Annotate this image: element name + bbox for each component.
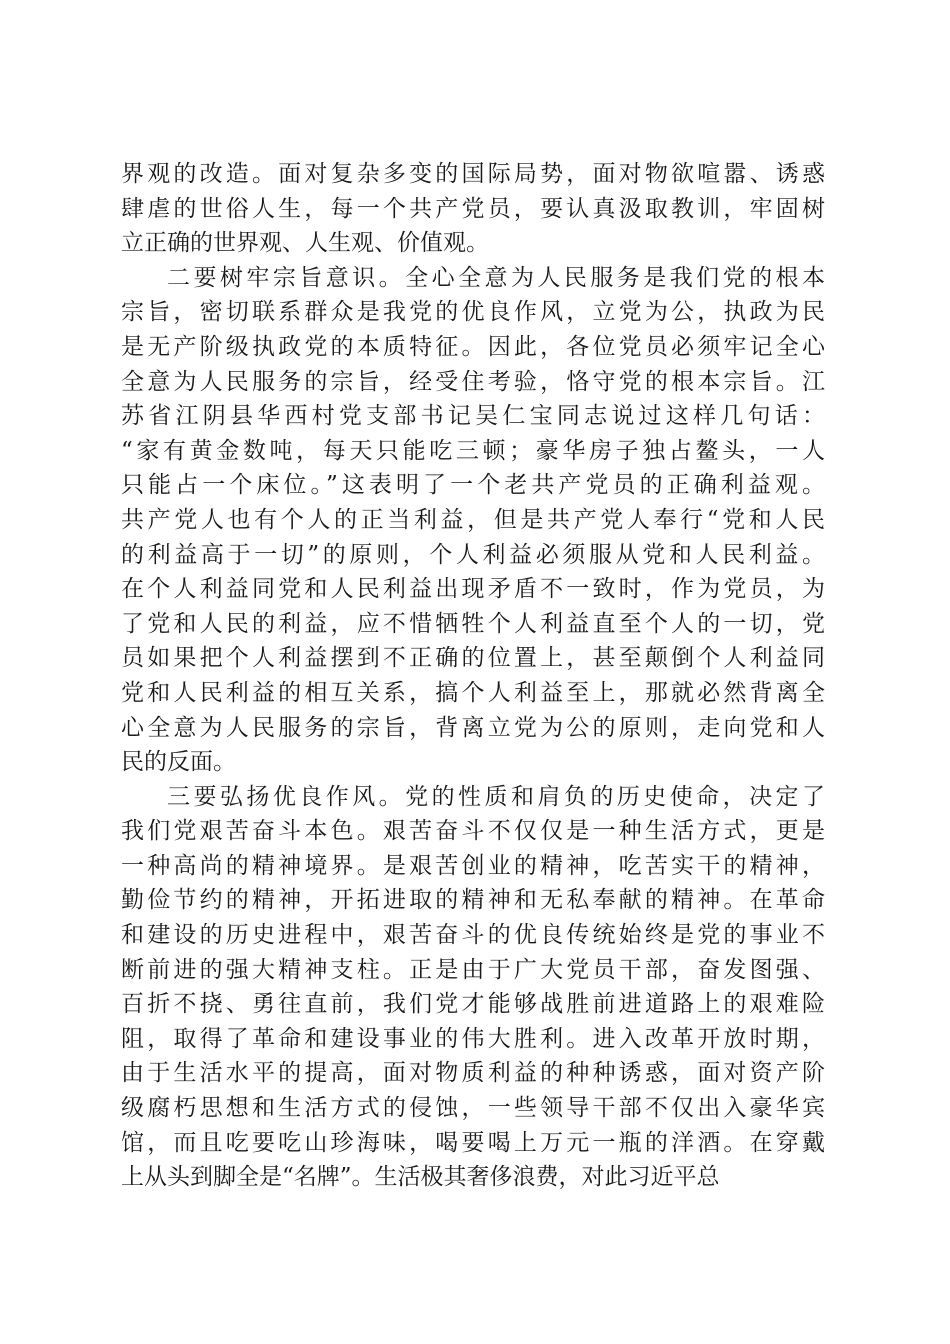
text-line: 心全意为人民服务的宗旨，背离立党为公的原则，走向党和人 <box>121 714 825 741</box>
text-line: 百折不挠、勇往直前，我们党才能够战胜前进道路上的艰难险 <box>121 991 825 1018</box>
text-line: 是无产阶级执政党的本质特征。因此，各位党员必须牢记全心 <box>121 333 825 360</box>
text-line: 三要弘扬优良作风。党的性质和肩负的历史使命，决定了 <box>167 783 825 810</box>
text-line: 立正确的世界观、人生观、价值观。 <box>121 230 489 257</box>
text-line: 民的反面。 <box>121 749 236 776</box>
paragraph <box>121 261 825 780</box>
text-line: 员如果把个人利益摆到不正确的位置上，甚至颠倒个人利益同 <box>121 645 825 672</box>
text-line: 二要树牢宗旨意识。全心全意为人民服务是我们党的根本 <box>167 264 825 291</box>
text-line: “家有黄金数吨，每天只能吃三顿；豪华房子独占鳌头，一人 <box>121 437 825 464</box>
text-line: 阻，取得了革命和建设事业的伟大胜利。进入改革开放时期， <box>121 1025 825 1052</box>
text-line: 断前进的强大精神支柱。正是由于广大党员干部，奋发图强、 <box>121 956 825 983</box>
text-line: 上从头到脚全是“名牌”。生活极其奢侈浪费，对此习近平总 <box>121 1164 720 1191</box>
text-line: 我们党艰苦奋斗本色。艰苦奋斗不仅仅是一种生活方式，更是 <box>121 818 825 845</box>
text-line: 共产党人也有个人的正当利益，但是共产党人奉行“党和人民 <box>121 506 825 533</box>
text-line: 宗旨，密切联系群众是我党的优良作风，立党为公，执政为民 <box>121 299 825 326</box>
text-line: 只能占一个床位。”这表明了一个老共产党员的正确利益观。 <box>121 472 825 499</box>
text-line: 勤俭节约的精神，开拓进取的精神和无私奉献的精神。在革命 <box>121 887 825 914</box>
text-line: 界观的改造。面对复杂多变的国际局势，面对物欲喧嚣、诱惑 <box>121 161 825 187</box>
text-line: 和建设的历史进程中，艰苦奋斗的优良传统始终是党的事业不 <box>121 922 825 949</box>
text-line: 全意为人民服务的宗旨，经受住考验，恪守党的根本宗旨。江 <box>121 368 825 395</box>
text-line: 党和人民利益的相互关系，搞个人利益至上，那就必然背离全 <box>121 679 825 706</box>
text-line: 在个人利益同党和人民利益出现矛盾不一致时，作为党员，为 <box>121 576 825 603</box>
text-line: 馆，而且吃要吃山珍海味，喝要喝上万元一瓶的洋酒。在穿戴 <box>121 1129 825 1156</box>
paragraph <box>121 780 825 1195</box>
document-body <box>121 157 825 1195</box>
text-line: 一种高尚的精神境界。是艰苦创业的精神，吃苦实干的精神， <box>121 852 825 879</box>
text-line: 由于生活水平的提高，面对物质利益的种种诱惑，面对资产阶 <box>121 1060 825 1087</box>
text-line: 苏省江阴县华西村党支部书记吴仁宝同志说过这样几句话： <box>121 403 825 430</box>
text-line: 的利益高于一切”的原则，个人利益必须服从党和人民利益。 <box>121 541 825 568</box>
paragraph <box>121 157 825 261</box>
text-line: 级腐朽思想和生活方式的侵蚀，一些领导干部不仅出入豪华宾 <box>121 1095 825 1122</box>
text-line: 肆虐的世俗人生，每一个共产党员，要认真汲取教训，牢固树 <box>121 195 825 222</box>
text-line: 了党和人民的利益，应不惜牺牲个人利益直至个人的一切，党 <box>121 610 825 637</box>
